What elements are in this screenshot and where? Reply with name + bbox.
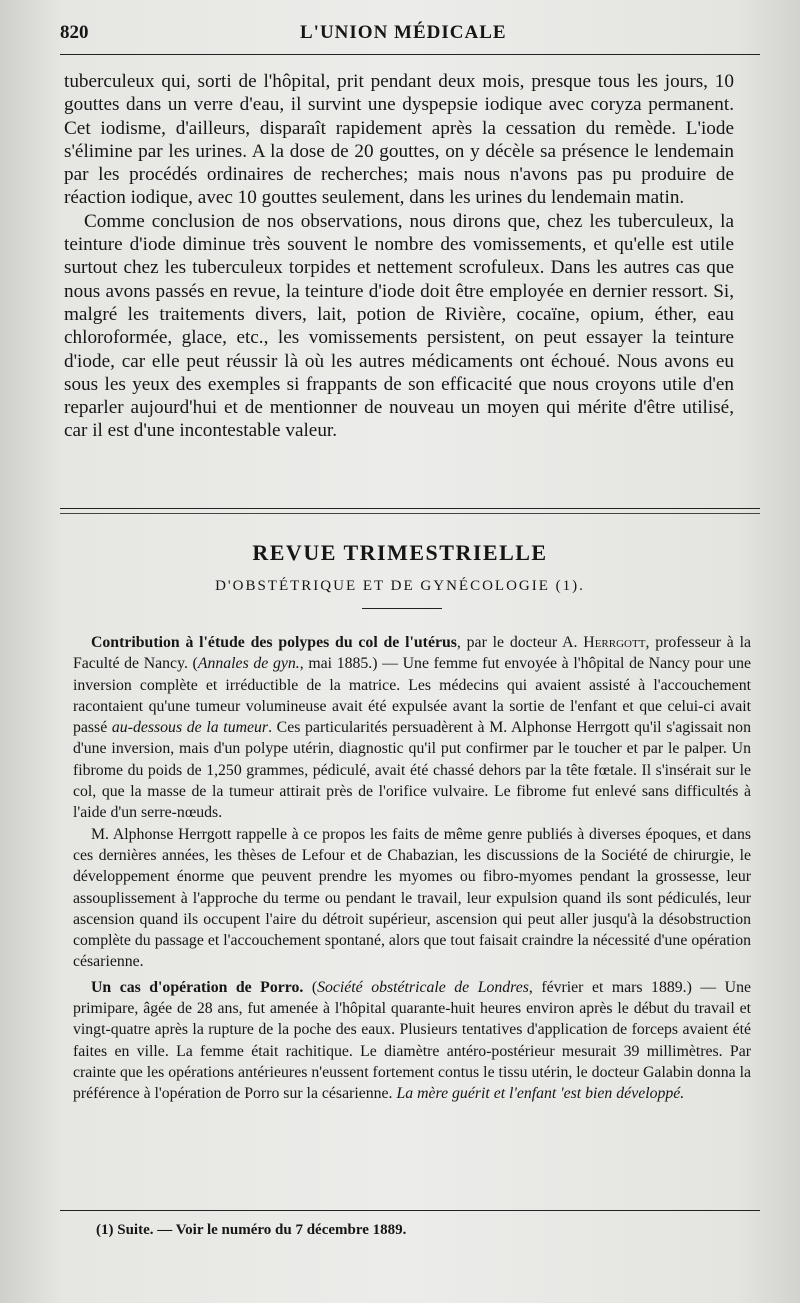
italic-phrase: La mère guérit et l'enfant 'est bien développé.	[396, 1085, 685, 1103]
section-divider	[60, 508, 760, 509]
article-text: (	[303, 978, 318, 996]
continuation-paragraph-1: tuberculeux qui, sorti de l'hôpital, prit pendant deux mois, presque tous les jours, 10 gouttes dans un verre d'eau, il survint une dyspepsie iodique avec coryza permanent. Cet iodisme, d'ailleurs, disparaît rapidement après la cessation du remède. L'iode s'élimine par les urines. A la dose de 20 gouttes, on y décèle sa présence le lendemain par les procédés ordinaires de recherches; mais nous n'avons pas pu produire de réaction iodique, avec 10 gouttes seulement, dans les urines du lendemain matin.	[64, 71, 734, 209]
section-divider-thin	[60, 513, 760, 514]
article-text: , professeur à la Faculté de Nancy. (	[73, 634, 751, 673]
running-header	[60, 20, 760, 48]
article-heading: Contribution à l'étude des polypes du col de l'utérus	[91, 634, 457, 651]
article-text: , par le docteur A.	[456, 634, 584, 651]
article-text: , mai 1885.) — Une femme fut envoyée à l'hôpital de Nancy pour une inversion complète et irréductible de la matrice. Les médecins qui avaient assisté à l'accouchement racontaient qu'une tumeur volumineuse avait été expulsée avant la sortie de l'enfant et que celui-ci avait passé	[73, 655, 752, 737]
title-rule	[362, 608, 442, 609]
section-subtitle: D'OBSTÉTRIQUE ET DE GYNÉCOLOGIE (1).	[215, 578, 585, 594]
page-number: 820	[60, 22, 89, 43]
review-articles	[73, 632, 751, 1105]
footnote: (1) Suite. — Voir le numéro du 7 décembre 1889.	[96, 1222, 407, 1238]
article-porro	[73, 977, 751, 1105]
source-title: Annales de gyn.	[197, 655, 300, 673]
article-continuation	[64, 70, 734, 443]
article-polypes-paragraph-2: M. Alphonse Herrgott rappelle à ce propos les faits de même genre publiés à diverses époques, et dans ces dernières années, les thèses de Lefour et de Chabazian, les discussions de la Société de chirurgie, le développement énorme que peuvent prendre les myomes ou fibro-myomes pendant la grossesse, leur assouplissement à l'approche du terme ou pendant le travail, leur expulsion quand ils sont pédiculés, leur ascension quand ils occupent l'aire du détroit supérieur, ascension qui peut aller jusqu'à la désobstruction complète du passage et l'accouchement spontané, alors que tout faisait craindre la nécessité d'une opération césarienne.	[73, 825, 751, 971]
article-heading: Un cas d'opération de Porro.	[91, 978, 304, 996]
article-text: . Ces particularités persuadèrent à M. Alphonse Herrgott qu'il s'agissait non d'une inversion, mais d'un polype utérin, diagnostic qu'il put confirmer par le toucher et par le palper. Un fibrome du poids de 1,250 grammes, pédiculé, avait été chassé dehors par la tête fœtale. Il s'insérait sur le col, que la masse de la tumeur attirait près de l'orifice vulvaire. Le fibrome fut enlevé sans difficultés à l'aide d'un serre-nœuds.	[73, 719, 751, 822]
italic-phrase: au-dessous de la tumeur	[111, 719, 269, 737]
source-title: Société obstétricale de Londres	[317, 978, 529, 996]
section-title: REVUE TRIMESTRIELLE	[252, 540, 548, 565]
article-text: , février et mars 1889.) — Une primipare, âgée de 28 ans, fut amenée à l'hôpital quarante-huit heures environ après le début du travail et vingt-quatre après la rupture de la poche des eaux. Plusieurs tentatives d'application de forceps avaient été faites en ville. La femme était rachitique. Le diamètre antéro-postérieur mesurait 39 millimètres. Par crainte que les opérations antérieures n'eussent fortement contus le tissu utérin, le docteur Galabin donna la préférence à l'opération de Porro sur la césarienne.	[73, 978, 751, 1103]
article-polypes	[73, 632, 751, 824]
footnote-rule	[60, 1210, 760, 1211]
author-name: Herrgott	[583, 634, 646, 651]
conclusion-paragraph: Comme conclusion de nos observations, nous dirons que, chez les tuberculeux, la teinture d'iode diminue très souvent le nombre des vomissements, et qu'elle est utile surtout chez les tuberculeux torpides et nettement scrofuleux. Dans les autres cas que nous avons passés en revue, la teinture d'iode doit être employée en dernier ressort. Si, malgré les traitements divers, lait, potion de Rivière, cocaïne, opium, éther, eau chloroformée, glace, etc., les vomissements persistent, on peut essayer la teinture d'iode, car elle peut réussir là où les autres médicaments ont échoué. Nous avons eu sous les yeux des exemples si frappants de son efficacité que nous croyons utile d'en reparler aujourd'hui et de mentionner de nouveau un moyen qui mérite d'être utilisé, car il est d'une incontestable valeur.	[64, 210, 734, 442]
header-rule	[60, 54, 760, 55]
journal-title: L'UNION MÉDICALE	[300, 22, 507, 43]
